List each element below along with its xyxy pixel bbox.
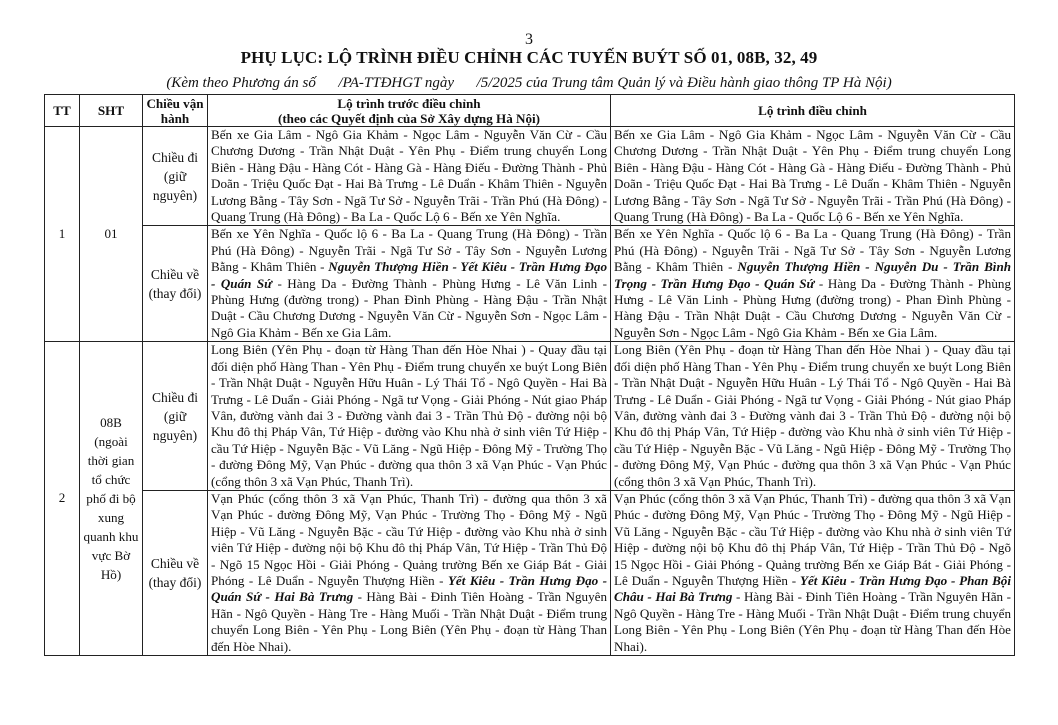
changed-segment: Yết Kiêu - Trần Hưng Đạo - Phan Bội Châu - Hai Bà Trưng — [614, 572, 1011, 605]
route-segment: - Hàng Bài - Đinh Tiên Hoàng - Trần Nguyên Hãn - Ngô Quyền - Hàng Tre - Hàng Muối - Trần Nhật Duật - Điểm trung chuyển Long Biên - Yên Phụ - Long Biên (Yên Phụ - đoạn từ Hàng Than đến Hòe Nhai). — [211, 589, 607, 654]
route-before — [208, 127, 611, 226]
table-row — [45, 127, 1015, 226]
route-segment: Long Biên (Yên Phụ - đoạn từ Hàng Than đến Hòe Nhai ) - Quay đầu tại đối diện phố Hàng Than - Yên Phụ - Điểm trung chuyển xe buýt Long Biên - Trần Nhật Duật - Nguyễn Hữu Huân - Lý Thái Tổ - Ngô Quyền - Hai Bà Trưng - Lê Duẩn - Giải Phóng - Ngã tư Vọng - Giải Phóng - Nút giao Pháp Vân, đường vành đai 3 - Đường vành đai 3 - Trần Thủ Độ - đường nội bộ Khu đô thị Pháp Vân, Tứ Hiệp - đường vào Khu nhà ở sinh viên Tứ Hiệp - cầu Tứ Hiệp - Nguyễn Bặc - Vũ Lăng - Ngũ Hiệp - Đông Mỹ - Trường Thọ - đường Đông Mỹ, Vạn Phúc - đường qua thôn 3 xã Vạn Phúc - Vạn Phúc (cổng thôn 3 xã Vạn Phúc, Thanh Trì). — [614, 342, 1011, 489]
route-table — [44, 94, 1015, 656]
route-segment: Long Biên (Yên Phụ - đoạn từ Hàng Than đến Hòe Nhai ) - Quay đầu tại đối diện phố Hàng Than - Yên Phụ - Điểm trung chuyển xe buýt Long Biên - Trần Nhật Duật - Nguyễn Hữu Huân - Lý Thái Tổ - Ngô Quyền - Hai Bà Trưng - Lê Duẩn - Giải Phóng - Ngã tư Vọng - Giải Phóng - Nút giao Pháp Vân, đường vành đai 3 - Đường vành đai 3 - Trần Thủ Độ - đường nội bộ Khu đô thị Pháp Vân, Tứ Hiệp - đường vào Khu nhà ở sinh viên Tứ Hiệp - cầu Tứ Hiệp - Nguyễn Bặc - Vũ Lăng - Ngũ Hiệp - Đông Mỹ - Trường Thọ - đường Đông Mỹ, Vạn Phúc - đường qua thôn 3 xã Vạn Phúc - Vạn Phúc (cổng thôn 3 xã Vạn Phúc, Thanh Trì). — [211, 342, 608, 489]
subtitle-part-1: (Kèm theo Phương án số — [166, 75, 316, 91]
header-sht: SHT — [80, 95, 143, 127]
route-segment: Vạn Phúc (cổng thôn 3 xã Vạn Phúc, Thanh Trì) - đường qua thôn 3 xã Vạn Phúc - đường Đông Mỹ, Vạn Phúc - Trường Thọ - Đông Mỹ - Ngũ Hiệp - Vũ Lăng - Nguyễn Bặc - cầu Tứ Hiệp - đường vào Khu nhà ở sinh viên Tứ Hiệp - đường nội bộ Khu đô thị Pháp Vân, Tứ Hiệp - Trần Thủ Độ - Ngõ 15 Ngọc Hồi - Giải Phóng - Quảng trường Bến xe Giáp Bát - Giải Phóng - Lê Duẩn - Nguyễn Thượng Hiền - — [614, 490, 1011, 588]
header-route-before-note: (theo các Quyết định của Sở Xây dựng Hà Nội) — [277, 110, 541, 126]
route-segment: - Hàng Da - Đường Thành - Phùng Hưng - Lê Văn Linh - Phùng Hưng (đường trong) - Phan Đình Phùng - Hàng Đậu - Trần Nhật Duật - Cầu Chương Dương - Nguyễn Văn Cừ - Nguyễn Sơn - Ngọc Lâm - Ngô Gia Khảm - Bến xe Gia Lâm. — [211, 275, 607, 340]
header-route-before-title: Lộ trình trước điều chỉnh — [337, 95, 481, 111]
subtitle-part-3: /5/2025 của Trung tâm Quản lý và Điều hành giao thông TP Hà Nội) — [476, 75, 892, 91]
route-after — [611, 490, 1015, 655]
changed-segment: Nguyễn Thượng Hiền - Yết Kiêu - Trần Hưng Đạo - Quán Sứ — [211, 259, 608, 291]
direction-label: Chiều về (thay đổi) — [143, 226, 208, 342]
table-row — [45, 342, 1015, 491]
page-subtitle — [0, 75, 1058, 92]
route-segment: Bến xe Gia Lâm - Ngô Gia Khảm - Ngọc Lâm - Nguyễn Văn Cừ - Cầu Chương Dương - Trần Nhật Duật - Yên Phụ - Điểm trung chuyển Long Biên - Hàng Đậu - Hàng Cót - Hàng Gà - Hàng Điếu - Đường Thành - Phủ Doãn - Triệu Quốc Đạt - Hai Bà Trưng - Lê Duẩn - Khâm Thiên - Nguyễn Lương Bằng - Tây Sơn - Ngã Tư Sở - Nguyễn Trãi - Trần Phú (Hà Đông) - Quang Trung (Hà Đông) - Ba La - Quốc Lộ 6 - Bến xe Yên Nghĩa. — [211, 127, 607, 225]
route-segment: Bến xe Gia Lâm - Ngô Gia Khảm - Ngọc Lâm - Nguyễn Văn Cừ - Cầu Chương Dương - Trần Nhật Duật - Yên Phụ - Điểm trung chuyển Long Biên - Hàng Đậu - Hàng Cót - Hàng Gà - Hàng Điếu - Đường Thành - Phủ Doãn - Triệu Quốc Đạt - Hai Bà Trưng - Lê Duẩn - Khâm Thiên - Nguyễn Lương Bằng - Tây Sơn - Ngã Tư Sở - Nguyễn Trãi - Trần Phú (Hà Đông) - Quang Trung (Hà Đông) - Ba La - Quốc Lộ 6 - Bến xe Yên Nghĩa. — [614, 127, 1011, 225]
route-segment: Bến xe Yên Nghĩa - Quốc lộ 6 - Ba La - Quang Trung (Hà Đông) - Trần Phú (Hà Đông) - Nguyễn Trãi - Ngã Tư Sở - Tây Sơn - Nguyễn Lương Bằng - Khâm Thiên - — [211, 226, 607, 275]
route-segment: - Hàng Bài - Đinh Tiên Hoàng - Trần Nguyên Hãn - Ngô Quyền - Hàng Tre - Hàng Muối - Trần Nhật Duật - Điểm trung chuyển Long Biên - Yên Phụ - Long Biên (Yên Phụ - đoạn từ Hàng Than đến Hòe Nhai). — [614, 589, 1011, 654]
page-number: 3 — [525, 31, 533, 48]
header-tt: TT — [45, 95, 80, 127]
table-header-row — [45, 95, 1015, 127]
route-number: 08B (ngoài thời gian tổ chức phố đi bộ xung quanh khu vực Bờ Hồ) — [80, 342, 143, 656]
subtitle-part-2: /PA-TTĐHGT ngày — [338, 75, 455, 91]
row-number: 1 — [45, 127, 80, 342]
route-after — [611, 226, 1015, 342]
route-before — [208, 226, 611, 342]
route-before — [208, 342, 611, 491]
route-number: 01 — [80, 127, 143, 342]
header-route-before — [208, 95, 611, 127]
route-before — [208, 490, 611, 655]
route-segment: - Hàng Da - Đường Thành - Phùng Hưng - Lê Văn Linh - Phùng Hưng (đường trong) - Phan Đình Phùng - Hàng Đậu - Trần Nhật Duật - Cầu Chương Dương - Nguyễn Văn Cừ - Nguyễn Sơn - Ngọc Lâm - Ngô Gia Khảm - Bến xe Gia Lâm. — [614, 275, 1011, 340]
route-segment: Bến xe Yên Nghĩa - Quốc lộ 6 - Ba La - Quang Trung (Hà Đông) - Trần Phú (Hà Đông) - Nguyễn Trãi - Ngã Tư Sở - Tây Sơn - Nguyễn Lương Bằng - Khâm Thiên - — [614, 226, 1011, 275]
header-route-after: Lộ trình điều chỉnh — [611, 95, 1015, 127]
table-row — [45, 490, 1015, 655]
direction-label: Chiều đi (giữ nguyên) — [143, 127, 208, 226]
page-title: PHỤ LỤC: LỘ TRÌNH ĐIỀU CHỈNH CÁC TUYẾN BUÝT SỐ 01, 08B, 32, 49 — [240, 48, 818, 67]
table-row — [45, 226, 1015, 342]
route-after — [611, 342, 1015, 491]
direction-label: Chiều đi (giữ nguyên) — [143, 342, 208, 491]
row-number: 2 — [45, 342, 80, 656]
header-direction: Chiều vận hành — [143, 95, 208, 127]
changed-segment: Yết Kiêu - Trần Hưng Đạo - Quán Sứ - Hai Bà Trưng — [211, 572, 607, 605]
route-segment: Vạn Phúc (cổng thôn 3 xã Vạn Phúc, Thanh Trì) - đường qua thôn 3 xã Vạn Phúc - đường Đông Mỹ, Vạn Phúc - Trường Thọ - Đông Mỹ - Ngũ Hiệp - Vũ Lăng - Nguyễn Bặc - cầu Tứ Hiệp - đường vào Khu nhà ở sinh viên Tứ Hiệp - đường nội bộ Khu đô thị Pháp Vân, Tứ Hiệp - Trần Thủ Độ - Ngõ 15 Ngọc Hồi - Giải Phóng - Quảng trường Bến xe Giáp Bát - Giải Phóng - Lê Duẩn - Nguyễn Thượng Hiền - — [211, 490, 607, 588]
route-after — [611, 127, 1015, 226]
direction-label: Chiều về (thay đổi) — [143, 490, 208, 655]
changed-segment: Nguyễn Thượng Hiền - Nguyễn Du - Trần Bình Trọng - Trần Hưng Đạo - Quán Sứ — [614, 259, 1012, 291]
